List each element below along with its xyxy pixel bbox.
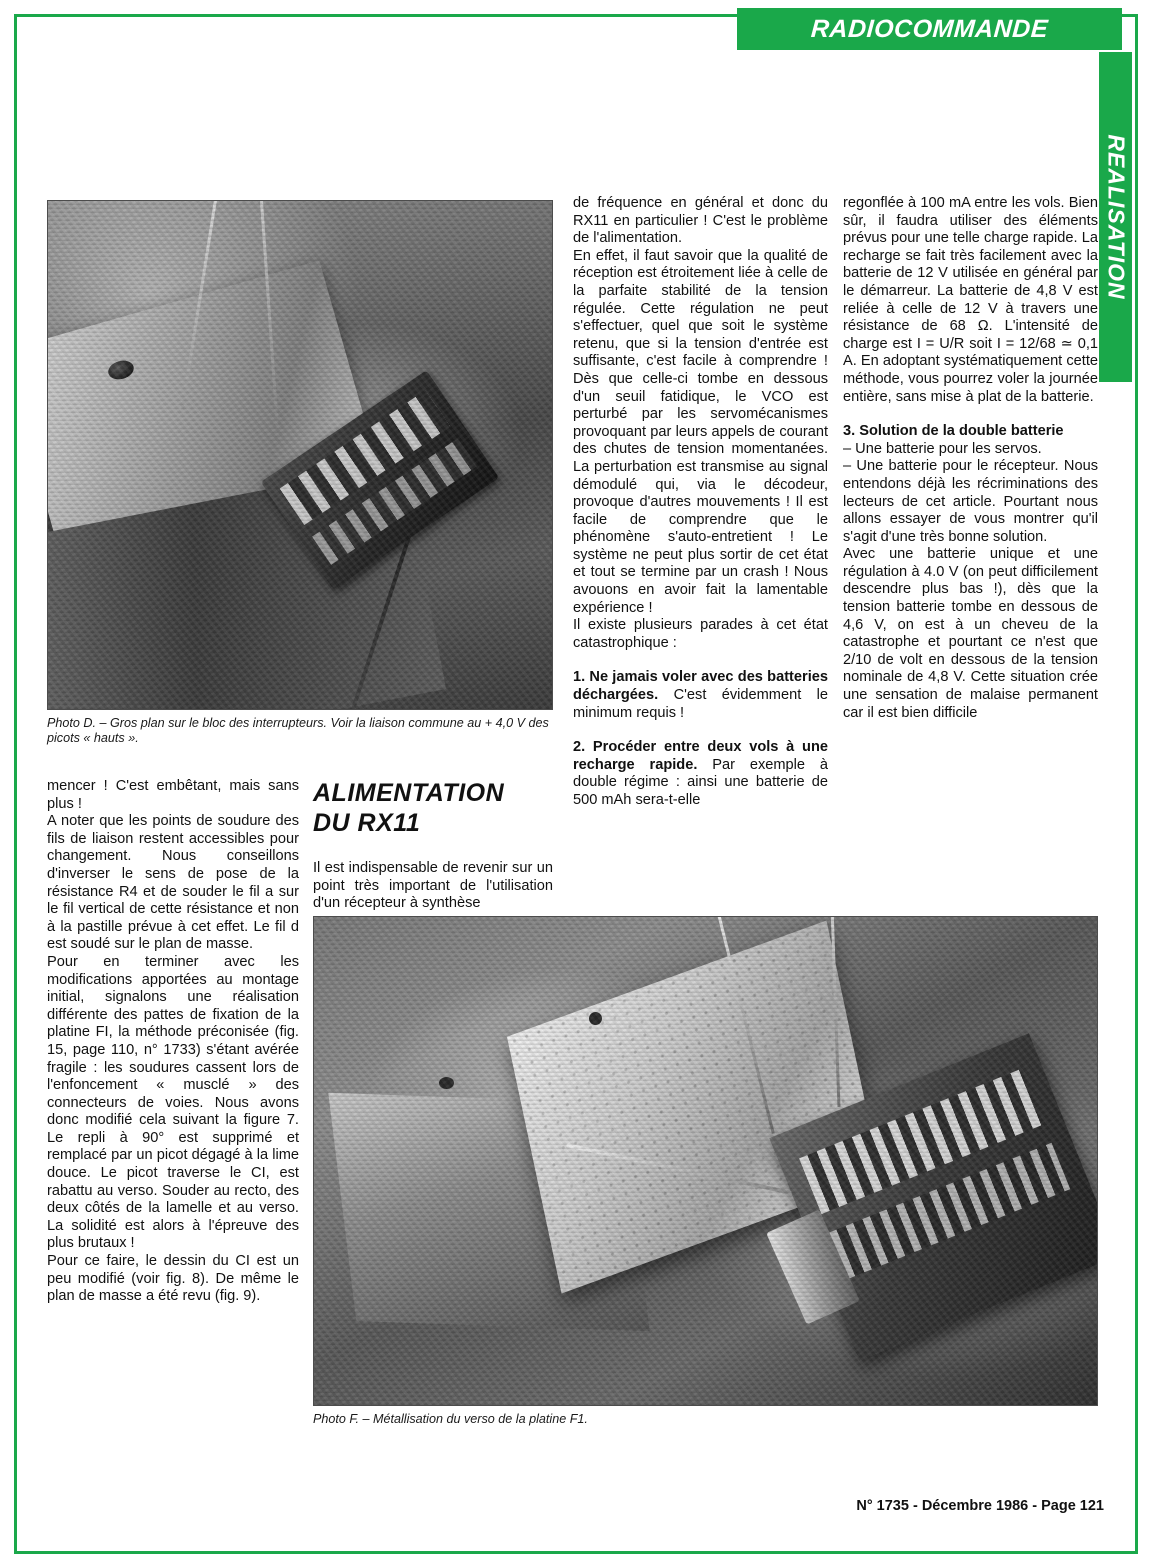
section-title-line-2: DU RX11 bbox=[313, 809, 421, 837]
photo-d bbox=[47, 200, 553, 710]
column-1 bbox=[47, 778, 299, 1306]
col3-paragraph-3: – Une batterie pour le récepteur. Nous entendons déjà les récriminations des lecteurs de cet article. Pourtant nous allons essayer de vous montrer qu'il s'agit d'une très bonne solution. bbox=[843, 458, 1098, 545]
photo-d-caption: Photo D. – Gros plan sur le bloc des interrupteurs. Voir la liaison commune au + 4,0 V des picots « hauts ». bbox=[47, 716, 549, 745]
col2-item-1-rest: C'est évidemment le minimum requis ! bbox=[573, 687, 828, 721]
col3-list-item-3: 3. Solution de la double batterie bbox=[843, 423, 1064, 440]
photo-f-caption: Photo F. – Métallisation du verso de la platine F1. bbox=[313, 1412, 588, 1426]
banner-title: RADIOCOMMANDE bbox=[810, 14, 1050, 43]
col1-paragraph-1: mencer ! C'est embêtant, mais sans plus ! bbox=[47, 778, 299, 812]
col2-item-2-rest: Par exemple à double régime : ainsi une batterie de 500 mAh sera-t-elle bbox=[573, 756, 829, 808]
col2-list-item-1 bbox=[573, 669, 828, 722]
col1-paragraph-2: A noter que les points de soudure des fils de liaison restent accessibles pour changement. Nous conseillons d'inverser le sens de pose de la résistance R4 et de souder le fil a sur le fil vertical de cette résistance et non à la pastille prévue à cet effet. Le fil d est soudé sur le plan de masse. bbox=[47, 813, 299, 953]
side-tab-label: REALISATION bbox=[1103, 134, 1129, 300]
section-banner bbox=[737, 8, 1122, 50]
col3-paragraph-4: Avec une batterie unique et une régulation à 4.0 V (on peut difficilement descendre plus bas !), dès que la tension batterie tombe en dessous de 4,6 V, on est à un cheveu de la catastrophe et pourtant ce n'est que 2/10 de volt en dessous de la tension nominale de 4,8 V. Cette situation crée une sensation de malaise permanent car il est bien difficile bbox=[843, 546, 1098, 721]
col2-paragraph-1: de fréquence en général et donc du RX11 en particulier ! C'est le problème de l'alimentation. bbox=[573, 195, 828, 247]
col2-paragraph-2: En effet, il faut savoir que la qualité de réception est étroitement liée à celle de la parfaite stabilité de la tension régulée. Cette régulation ne peut s'effectuer, quel que soit le système retenu, que si la tension d'entrée est suffisante, c'est facile à comprendre ! Dès que celle-ci tombe en dessous d'un seuil fatidique, le VCO est perturbé par les servomécanismes provoquant par leurs appels de courant des chutes de tension momentanées. La perturbation est transmise au signal démodulé qui, via le décodeur, provoque d'autres mouvements ! Il est facile de comprendre que le phénomène s'auto-entretient ! Le système ne peut plus sortir de cet état et tout se termine par un crash ! Nous avouons en avoir fait la lamentable expérience ! bbox=[573, 247, 828, 616]
col1-paragraph-4: Pour ce faire, le dessin du CI est un peu modifié (voir fig. 8). De même le plan de masse a été revu (fig. 9). bbox=[47, 1253, 299, 1305]
side-tab bbox=[1099, 52, 1132, 382]
col2-item-2-bold: 2. Procéder entre deux vols à une recharge rapide. bbox=[573, 739, 828, 773]
photo-d-grain bbox=[48, 201, 552, 709]
photo-f bbox=[313, 916, 1098, 1406]
column-3 bbox=[843, 195, 1098, 722]
section-title bbox=[313, 778, 543, 838]
page-footer: N° 1735 - Décembre 1986 - Page 121 bbox=[856, 1498, 1104, 1514]
col3-paragraph-1: regonflée à 100 mA entre les vols. Bien sûr, il faudra utiliser des éléments prévus pour une telle charge rapide. La recharge se fait très facilement avec la batterie de 12 V utilisée en général par le démarreur. La batterie de 4,8 V est reliée à celle de 12 V à travers une résistance de 68 Ω. L'intensité de charge est I = U/R soit I = 12/68 ≃ 0,1 A. En adoptant systématiquement cette méthode, vous pourrez voler la journée entière, sans mise à plat de la batterie. bbox=[843, 195, 1098, 405]
section-title-line-1: ALIMENTATION bbox=[313, 779, 505, 807]
col2-list-item-2 bbox=[573, 739, 828, 809]
col2-paragraph-3: Il existe plusieurs parades à cet état catastrophique : bbox=[573, 617, 828, 651]
col1-paragraph-3: Pour en terminer avec les modifications apportées au montage initial, signalons une réalisation différente des pattes de fixation de la platine FI, la méthode préconisée (fig. 15, page 110, n° 1733) s'étant avérée fragile : les soudures cassent lors de l'enfoncement « musclé » des connecteurs de voies. Nous avons donc modifié cela suivant la figure 7. Le repli à 90° est supprimé et remplacé par un picot dégagé à la lime douce. Le picot traverse le CI, est rabattu au verso. Souder au recto, des deux côtés de la lamelle et au verso. La solidité est alors à l'épreuve des plus brutaux ! bbox=[47, 953, 299, 1252]
col3-paragraph-2: – Une batterie pour les servos. bbox=[843, 440, 1042, 457]
column-2 bbox=[573, 195, 828, 810]
photo-f-grain bbox=[314, 917, 1097, 1405]
section-intro: Il est indispensable de revenir sur un point très important de l'utilisation d'un récepteur à synthèse bbox=[313, 860, 553, 912]
col2-item-1-bold: 1. Ne jamais voler avec des batteries déchargées. bbox=[573, 669, 828, 704]
